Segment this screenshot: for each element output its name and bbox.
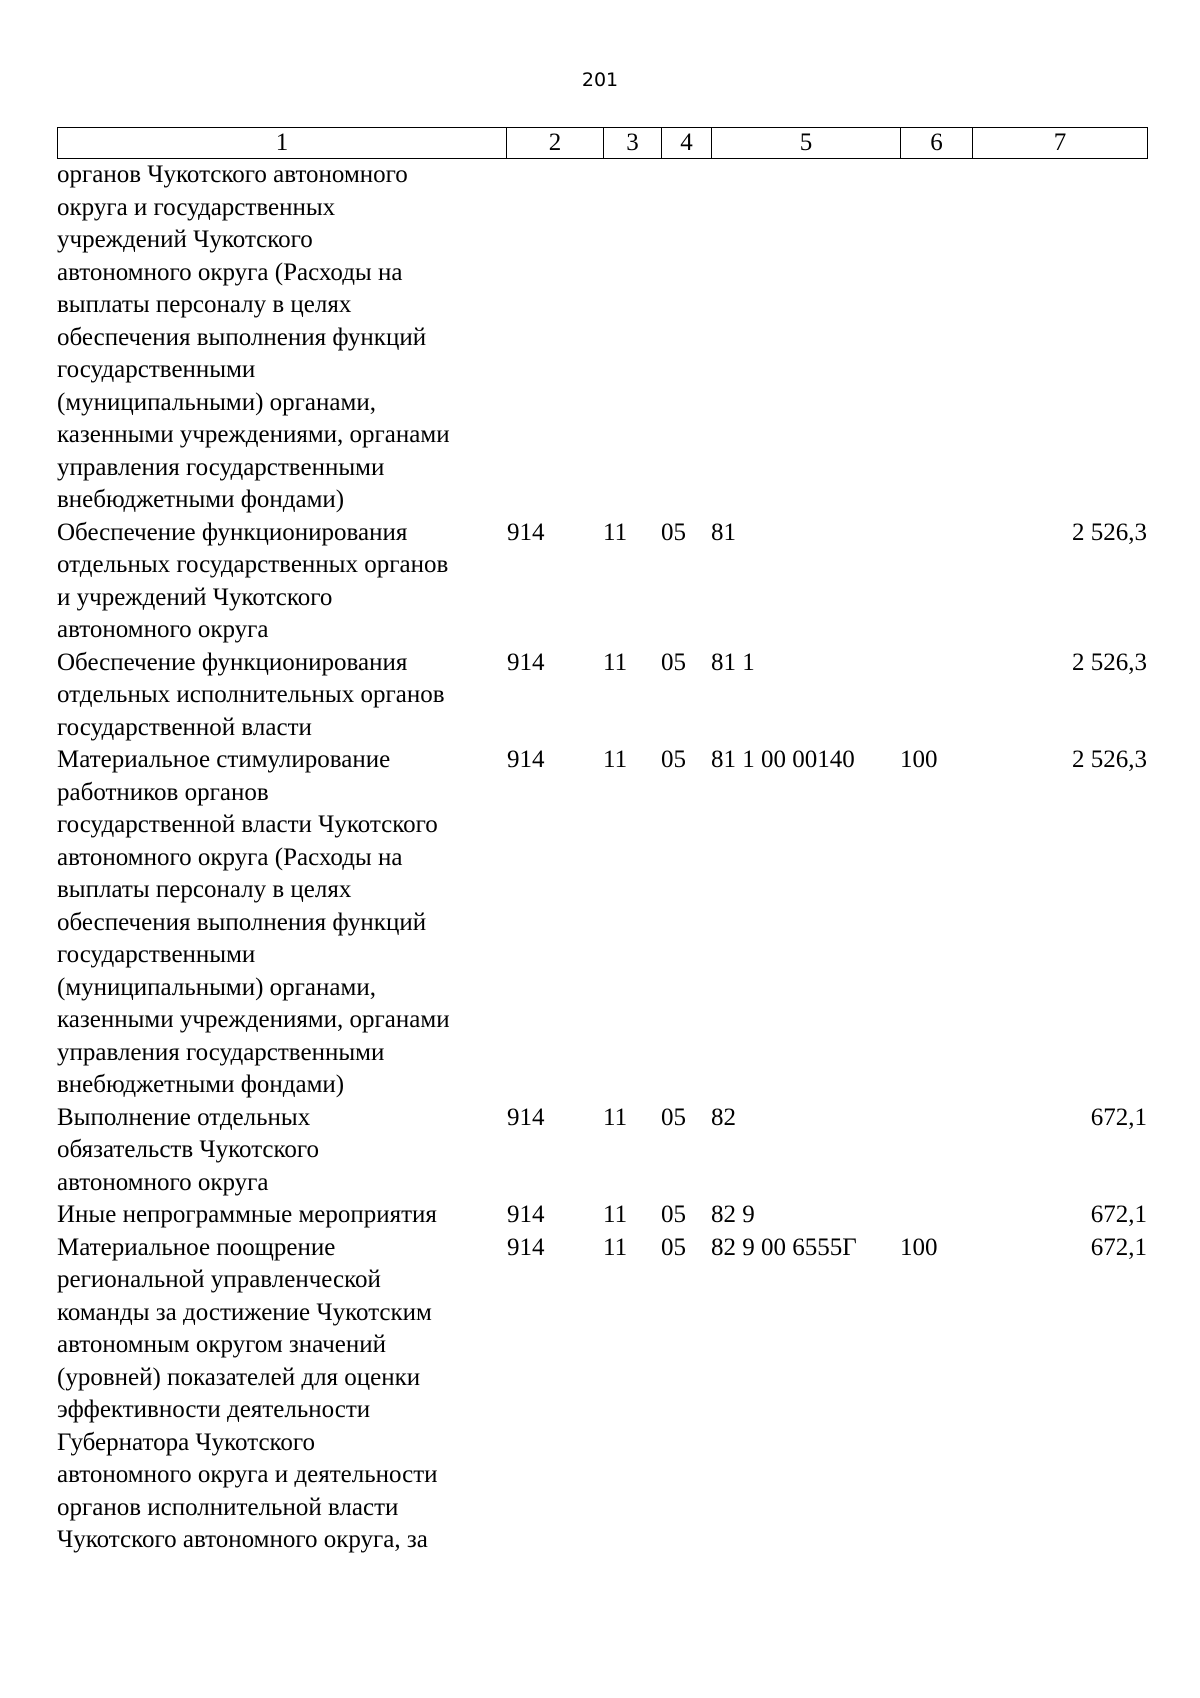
row-col-5: 81 1 00 00140 <box>711 746 855 773</box>
row-col-6 <box>900 159 972 517</box>
row-name: Материальное поощрение региональной управленческой команды за достижение Чукотским автономным округом значений (уровней) показателей для оценки эффективности деятельности Губернатора Чукотского автономного округа и деятельности органов исполнительной власти Чукотского автономного округа, за <box>57 1233 438 1553</box>
header-cell-4: 4 <box>662 128 712 159</box>
table-row <box>57 647 1147 745</box>
row-col-2: 914 <box>507 746 545 773</box>
row-col-6 <box>900 517 972 647</box>
header-cell-2: 2 <box>507 128 604 159</box>
row-name: Материальное стимулирование работников органов государственной власти Чукотского автономного округа (Расходы на выплаты персоналу в целях обеспечения выполнения функций государственными (муниципальными) органами, казенными учреждениями, органами управления государственными внебюджетными фондами) <box>57 746 450 1098</box>
table-row <box>57 1232 1147 1557</box>
row-col-7: 672,1 <box>1090 1201 1147 1228</box>
row-col-7 <box>972 159 1147 517</box>
row-col-6: 100 <box>900 1233 938 1261</box>
row-col-7: 672,1 <box>1090 1233 1147 1261</box>
row-col-2: 914 <box>507 1233 545 1261</box>
header-cell-1: 1 <box>58 128 507 159</box>
row-col-5: 82 9 <box>711 1201 755 1228</box>
row-col-6 <box>900 1199 972 1232</box>
page-number: 201 <box>581 69 619 91</box>
row-col-7: 2 526,3 <box>1072 648 1147 676</box>
row-col-2: 914 <box>507 648 545 676</box>
table-row <box>57 1199 1147 1232</box>
row-col-2 <box>506 159 603 517</box>
row-col-7: 2 526,3 <box>1072 746 1147 773</box>
row-col-5 <box>711 159 900 517</box>
row-name: Иные непрограммные мероприятия <box>57 1201 437 1228</box>
row-col-7: 2 526,3 <box>1072 518 1147 546</box>
header-cell-6: 6 <box>901 128 973 159</box>
row-col-2: 914 <box>507 1201 545 1228</box>
row-col-4: 05 <box>661 1103 686 1131</box>
row-name: Обеспечение функционирования отдельных исполнительных органов государственной власти <box>57 648 445 741</box>
row-col-3: 11 <box>603 746 628 773</box>
table-row <box>57 1102 1147 1200</box>
table-row <box>57 744 1147 1102</box>
row-col-3: 11 <box>603 1103 628 1131</box>
row-col-5: 82 <box>711 1103 736 1131</box>
row-name: Выполнение отдельных обязательств Чукотского автономного округа <box>57 1103 320 1196</box>
row-col-3: 11 <box>603 1233 628 1261</box>
table-row <box>57 517 1147 647</box>
header-row <box>58 128 1148 159</box>
row-col-2: 914 <box>507 518 545 546</box>
row-col-2: 914 <box>507 1103 545 1131</box>
row-col-3: 11 <box>603 518 628 546</box>
row-col-6 <box>900 1102 972 1200</box>
header-cell-3: 3 <box>604 128 662 159</box>
header-cell-5: 5 <box>712 128 901 159</box>
row-col-5: 81 1 <box>711 648 755 676</box>
row-col-5: 81 <box>711 518 736 546</box>
row-col-3 <box>603 159 661 517</box>
row-col-4: 05 <box>661 746 686 773</box>
row-col-5: 82 9 00 6555Г <box>711 1233 857 1261</box>
row-col-4: 05 <box>661 1201 686 1228</box>
row-col-3: 11 <box>603 1201 628 1228</box>
budget-table <box>57 159 1147 1557</box>
row-col-6: 100 <box>900 746 938 773</box>
row-col-4: 05 <box>661 648 686 676</box>
table-row <box>57 159 1147 517</box>
row-name: Обеспечение функционирования отдельных государственных органов и учреждений Чукотского автономного округа <box>57 518 449 643</box>
row-col-4: 05 <box>661 1233 686 1261</box>
row-col-6 <box>900 647 972 745</box>
row-name: органов Чукотского автономного округа и государственных учреждений Чукотского автономного округа (Расходы на выплаты персоналу в целях обеспечения выполнения функций государственными (муниципальными) органами, казенными учреждениями, органами управления государственными внебюджетными фондами) <box>57 161 450 513</box>
header-cell-7: 7 <box>973 128 1148 159</box>
row-col-4: 05 <box>661 518 686 546</box>
row-col-3: 11 <box>603 648 628 676</box>
row-col-7: 672,1 <box>1090 1103 1147 1131</box>
row-col-4 <box>661 159 711 517</box>
table-header <box>57 127 1148 159</box>
